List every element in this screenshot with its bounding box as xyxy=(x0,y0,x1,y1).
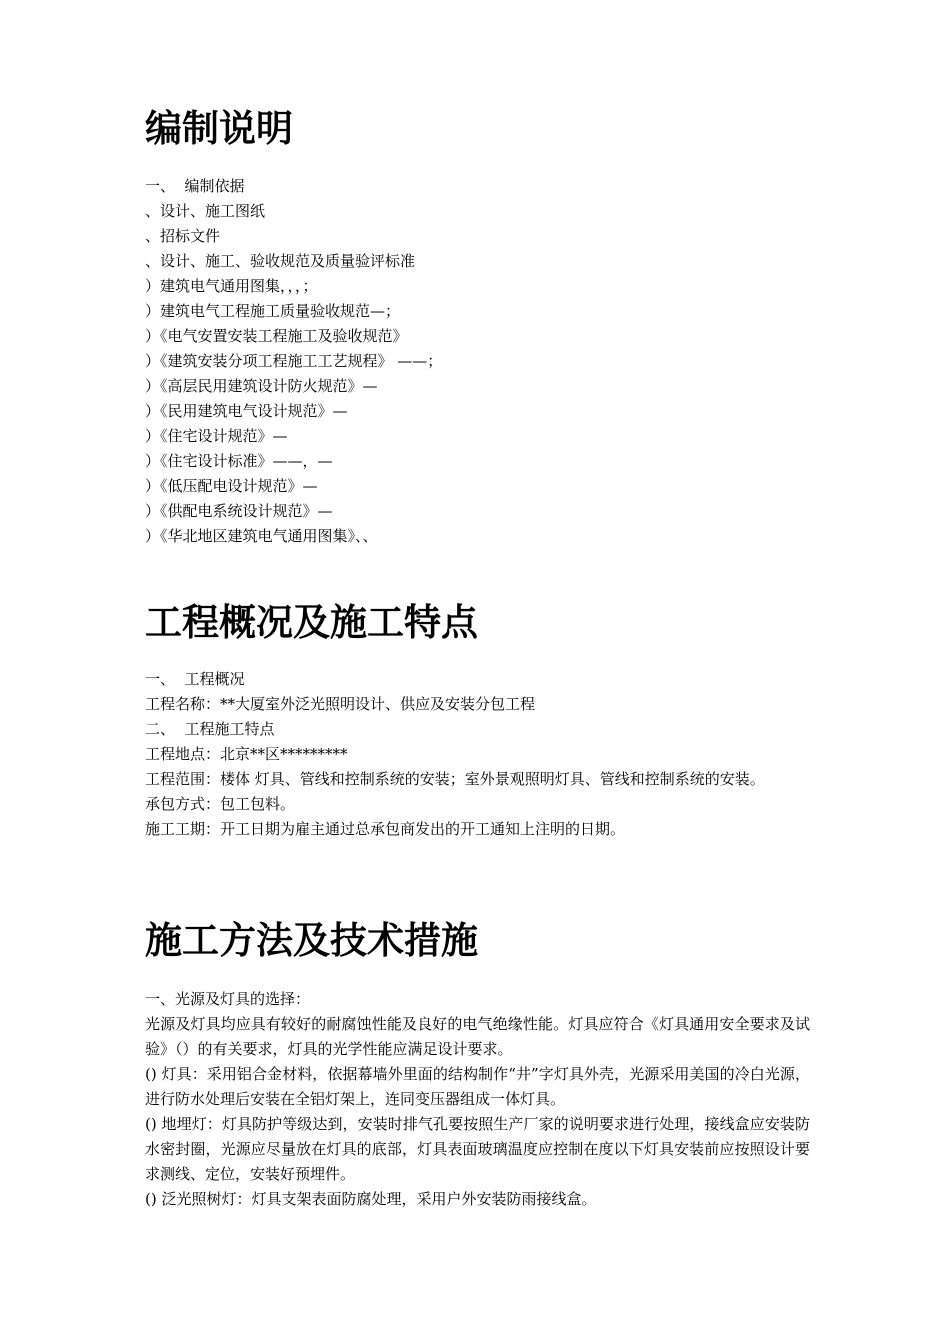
list-item: ）《华北地区建筑电气通用图集》、、 xyxy=(145,527,378,545)
list-item: 工程地点：北京**区********* xyxy=(145,745,348,763)
list-item: ）建筑电气工程施工质量验收规范—； xyxy=(145,302,401,320)
list-item: 施工工期：开工日期为雇主通过总承包商发出的开工通知上注明的日期。 xyxy=(145,820,626,838)
list-item: ）《高层民用建筑设计防火规范》— xyxy=(145,377,378,395)
list-item: 、招标文件 xyxy=(145,227,221,245)
list-item: ）《民用建筑电气设计规范》— xyxy=(145,402,348,420)
compilation-basis-list xyxy=(145,174,442,549)
paragraph: () 灯具：采用铝合金材料，依据幕墙外里面的结构制作“井”字灯具外壳，光源采用美国的冷白光源，进行防水处理后安装在全铝灯架上，连同变压器组成一体灯具。 xyxy=(145,1065,810,1108)
list-item: ）《住宅设计标准》——，— xyxy=(145,452,333,470)
list-item: ）《供配电系统设计规范》— xyxy=(145,502,333,520)
list-item: ）《住宅设计规范》— xyxy=(145,427,288,445)
list-item: 一、光源及灯具的选择： xyxy=(145,990,311,1008)
list-item: 、设计、施工、验收规范及质量验评标准 xyxy=(145,252,416,270)
section-title-compilation-notes: 编制说明 xyxy=(145,107,293,150)
list-item: ）《电气安置安装工程施工及验收规范》 xyxy=(145,327,408,345)
construction-methods-list xyxy=(145,987,810,1212)
paragraph: () 泛光照树灯：灯具支架表面防腐处理，采用户外安装防雨接线盒。 xyxy=(145,1190,597,1208)
paragraph: () 地埋灯：灯具防护等级达到，安装时排气孔要按照生产厂家的说明要求进行处理，接线盒应安装防水密封圈，光源应尽量放在灯具的底部，灯具表面玻璃温度应控制在度以下灯具安装前应按照设计要求测线、定位，安装好预埋件。 xyxy=(145,1115,810,1183)
section-title-project-overview: 工程概况及施工特点 xyxy=(145,601,478,644)
list-item: 一、 编制依据 xyxy=(145,177,245,195)
list-item: ）建筑电气通用图集，，，； xyxy=(145,277,318,295)
section-title-construction-methods: 施工方法及技术措施 xyxy=(145,919,478,962)
list-item: 一、 工程概况 xyxy=(145,670,245,688)
list-item: 工程名称：**大厦室外泛光照明设计、供应及安装分包工程 xyxy=(145,695,536,713)
project-overview-list xyxy=(145,667,810,842)
paragraph: 光源及灯具均应具有较好的耐腐蚀性能及良好的电气绝缘性能。灯具应符合《灯具通用安全要求及试验》（）的有关要求，灯具的光学性能应满足设计要求。 xyxy=(145,1015,810,1058)
list-item: 二、 工程施工特点 xyxy=(145,720,275,738)
paragraph: 工程范围：楼体 灯具、管线和控制系统的安装；室外景观照明灯具、管线和控制系统的安装。 xyxy=(145,770,765,788)
list-item: 、设计、施工图纸 xyxy=(145,202,266,220)
list-item: ）《低压配电设计规范》— xyxy=(145,477,318,495)
list-item: 承包方式：包工包料。 xyxy=(145,795,296,813)
list-item: ）《建筑安装分项工程施工工艺规程》 ——； xyxy=(145,352,443,370)
